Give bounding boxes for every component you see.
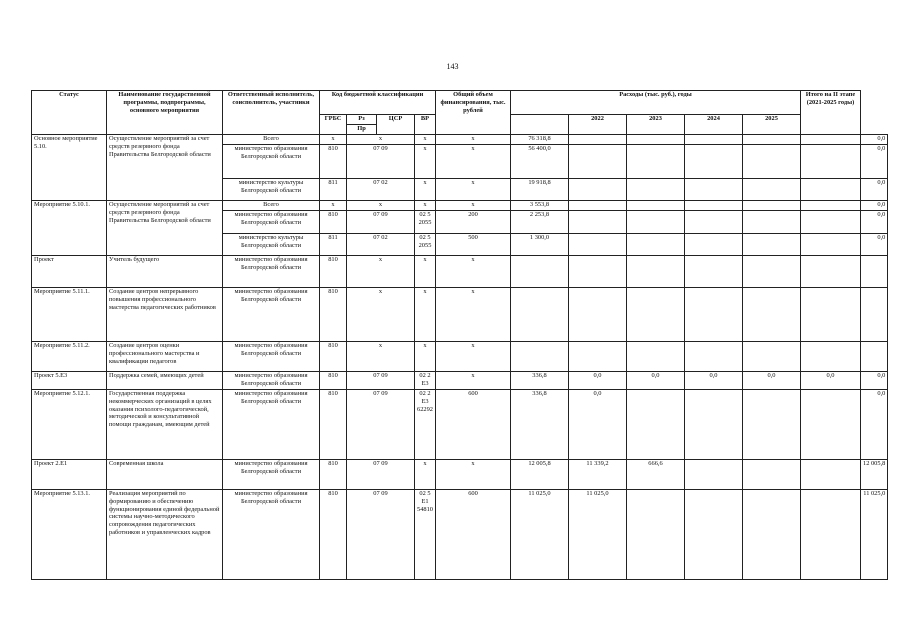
cell-y2024 — [743, 390, 801, 460]
cell-responsible: министерство образования Белгородской области — [223, 342, 320, 372]
cell-vr: 200 — [436, 211, 511, 234]
cell-itogo: 0,0 — [861, 135, 888, 145]
table-row — [32, 460, 888, 490]
cell-csr: 02 2 Е3 — [415, 372, 436, 390]
cell-total: 2 253,8 — [511, 211, 569, 234]
cell-y2022 — [627, 201, 685, 211]
cell-y2022: 666,6 — [627, 460, 685, 490]
cell-total: 336,8 — [511, 390, 569, 460]
header-status: Статус — [32, 91, 107, 135]
header-pr: Пр — [347, 125, 377, 135]
cell-rz: x — [347, 288, 415, 342]
cell-y2021 — [569, 288, 627, 342]
cell-responsible: министерство образования Белгородской области — [223, 211, 320, 234]
cell-y2025 — [801, 490, 861, 580]
cell-responsible: Всего — [223, 135, 320, 145]
header-grbs: ГРБС — [320, 115, 347, 135]
cell-status: Проект 5.Е3 — [32, 372, 107, 390]
header-total-volume: Общий объем финансирования, тыс. рублей — [436, 91, 511, 135]
header-rz: Рз — [347, 115, 377, 125]
cell-grbs: 810 — [320, 372, 347, 390]
cell-rz: x — [347, 135, 415, 145]
cell-total — [511, 256, 569, 288]
cell-grbs: 811 — [320, 179, 347, 201]
cell-responsible: Всего — [223, 201, 320, 211]
cell-y2024 — [743, 490, 801, 580]
cell-responsible: министерство образования Белгородской области — [223, 390, 320, 460]
cell-vr: x — [436, 179, 511, 201]
header-responsible: Ответственный исполнитель, соисполнитель, участники — [223, 91, 320, 135]
header-csr: ЦСР — [377, 115, 415, 135]
cell-itogo — [861, 288, 888, 342]
cell-itogo: 0,0 — [861, 372, 888, 390]
cell-responsible: министерство культуры Белгородской области — [223, 179, 320, 201]
cell-vr: x — [436, 145, 511, 179]
table-row — [32, 135, 888, 145]
cell-y2024 — [743, 234, 801, 256]
cell-y2023 — [685, 135, 743, 145]
cell-y2023 — [685, 342, 743, 372]
cell-rz: 07 09 — [347, 211, 415, 234]
cell-csr: 02 5 Е1 54810 — [415, 490, 436, 580]
cell-vr: x — [436, 201, 511, 211]
cell-grbs: 810 — [320, 211, 347, 234]
cell-y2022 — [627, 179, 685, 201]
cell-rz: x — [347, 201, 415, 211]
cell-y2025 — [801, 211, 861, 234]
cell-csr: 02 2 Е3 62292 — [415, 390, 436, 460]
cell-y2023 — [685, 460, 743, 490]
table-row — [32, 390, 888, 460]
cell-csr: 02 5 2055 — [415, 234, 436, 256]
cell-y2025 — [801, 179, 861, 201]
cell-total: 76 318,8 — [511, 135, 569, 145]
cell-csr: x — [415, 135, 436, 145]
cell-y2025 — [801, 256, 861, 288]
cell-total: 1 300,0 — [511, 234, 569, 256]
cell-total: 19 918,8 — [511, 179, 569, 201]
cell-y2021 — [569, 234, 627, 256]
cell-y2021: 0,0 — [569, 372, 627, 390]
cell-vr: x — [436, 288, 511, 342]
header-stage-total: Итого на II этапе (2021-2025 годы) — [801, 91, 861, 135]
cell-status: Мероприятие 5.12.1. — [32, 390, 107, 460]
cell-y2025 — [801, 234, 861, 256]
cell-y2023 — [685, 179, 743, 201]
cell-vr: x — [436, 342, 511, 372]
cell-y2023 — [685, 256, 743, 288]
cell-vr: 500 — [436, 234, 511, 256]
cell-y2021: 11 025,0 — [569, 490, 627, 580]
cell-vr: 600 — [436, 490, 511, 580]
cell-vr: x — [436, 135, 511, 145]
cell-rz: 07 09 — [347, 145, 415, 179]
cell-vr: 600 — [436, 390, 511, 460]
table-row — [32, 490, 888, 580]
cell-itogo: 12 005,8 — [861, 460, 888, 490]
cell-name: Создание центров непрерывного повышения профессионального мастерства педагогических работников — [107, 288, 223, 342]
cell-itogo: 11 025,0 — [861, 490, 888, 580]
cell-vr: x — [436, 460, 511, 490]
page-number: 143 — [446, 62, 459, 71]
cell-responsible: министерство образования Белгородской области — [223, 490, 320, 580]
cell-itogo: 0,0 — [861, 211, 888, 234]
cell-grbs: 810 — [320, 460, 347, 490]
cell-grbs: 810 — [320, 256, 347, 288]
cell-itogo: 0,0 — [861, 390, 888, 460]
table-row — [32, 372, 888, 390]
cell-itogo: 0,0 — [861, 145, 888, 179]
cell-rz: 07 09 — [347, 372, 415, 390]
cell-y2022 — [627, 211, 685, 234]
cell-responsible: министерство образования Белгородской области — [223, 145, 320, 179]
cell-y2024 — [743, 460, 801, 490]
cell-y2024 — [743, 288, 801, 342]
cell-y2025 — [801, 460, 861, 490]
cell-y2024 — [743, 256, 801, 288]
cell-y2022 — [627, 390, 685, 460]
table-row — [32, 256, 888, 288]
cell-y2021: 0,0 — [569, 390, 627, 460]
cell-y2024 — [743, 201, 801, 211]
header-year-2023: 2023 — [627, 115, 685, 135]
cell-responsible: министерство образования Белгородской области — [223, 372, 320, 390]
cell-y2024 — [743, 145, 801, 179]
cell-total: 3 553,8 — [511, 201, 569, 211]
cell-itogo — [861, 342, 888, 372]
budget-table — [31, 90, 888, 580]
cell-y2022 — [627, 256, 685, 288]
cell-y2025 — [801, 390, 861, 460]
cell-y2023 — [685, 288, 743, 342]
cell-total — [511, 342, 569, 372]
cell-y2022 — [627, 490, 685, 580]
cell-total — [511, 288, 569, 342]
cell-y2024 — [743, 211, 801, 234]
cell-y2025 — [801, 342, 861, 372]
cell-responsible: министерство культуры Белгородской области — [223, 234, 320, 256]
cell-status: Мероприятие 5.11.2. — [32, 342, 107, 372]
cell-y2023 — [685, 201, 743, 211]
cell-rz: 07 09 — [347, 460, 415, 490]
table-row — [32, 288, 888, 342]
header-vr: ВР — [415, 115, 436, 135]
cell-rz: x — [347, 342, 415, 372]
cell-y2021 — [569, 342, 627, 372]
cell-total: 336,8 — [511, 372, 569, 390]
cell-y2022 — [627, 342, 685, 372]
cell-name: Реализация мероприятий по формированию и обеспечению функционирования единой федеральной системы научно-методического сопровождения педагогических работников и управленческих кадров — [107, 490, 223, 580]
cell-vr: x — [436, 256, 511, 288]
cell-csr: x — [415, 288, 436, 342]
header-year-blank — [511, 115, 569, 135]
cell-grbs: 810 — [320, 390, 347, 460]
cell-y2023 — [685, 390, 743, 460]
cell-y2021 — [569, 201, 627, 211]
cell-grbs: 810 — [320, 342, 347, 372]
cell-status: Основное мероприятие 5.10. — [32, 135, 107, 201]
cell-itogo: 0,0 — [861, 179, 888, 201]
cell-itogo: 0,0 — [861, 201, 888, 211]
table-body — [32, 135, 888, 580]
cell-y2021 — [569, 179, 627, 201]
cell-y2021 — [569, 135, 627, 145]
cell-y2025 — [801, 145, 861, 179]
cell-y2022 — [627, 288, 685, 342]
cell-csr: x — [415, 145, 436, 179]
cell-status: Проект 2.Е1 — [32, 460, 107, 490]
cell-csr: x — [415, 342, 436, 372]
cell-y2022 — [627, 234, 685, 256]
cell-y2022 — [627, 135, 685, 145]
cell-rz: x — [347, 256, 415, 288]
cell-status: Мероприятие 5.10.1. — [32, 201, 107, 256]
header-year-2025: 2025 — [743, 115, 801, 135]
cell-name: Государственная поддержка некоммерческих организаций в целях оказания психолого-педагогической, методической и консультативной помощи гражданам, имеющим детей — [107, 390, 223, 460]
header-year-2022: 2022 — [569, 115, 627, 135]
cell-y2021 — [569, 211, 627, 234]
cell-name: Осуществление мероприятий за счет средств резервного фонда Правительства Белгородской области — [107, 135, 223, 201]
cell-csr: x — [415, 256, 436, 288]
cell-y2024 — [743, 135, 801, 145]
cell-total: 56 400,0 — [511, 145, 569, 179]
cell-y2021 — [569, 256, 627, 288]
cell-name: Осуществление мероприятий за счет средств резервного фонда Правительства Белгородской области — [107, 201, 223, 256]
header-name: Наименование государственной программы, подпрограммы, основного мероприятия — [107, 91, 223, 135]
cell-responsible: министерство образования Белгородской области — [223, 256, 320, 288]
cell-y2021: 11 339,2 — [569, 460, 627, 490]
header-expenses: Расходы (тыс. руб.), годы — [511, 91, 801, 115]
cell-rz: 07 02 — [347, 234, 415, 256]
cell-csr: x — [415, 179, 436, 201]
cell-y2023 — [685, 490, 743, 580]
cell-name: Создание центров оценки профессионального мастерства и квалификации педагогов — [107, 342, 223, 372]
cell-rz: 07 09 — [347, 490, 415, 580]
cell-y2023 — [685, 211, 743, 234]
cell-y2024 — [743, 179, 801, 201]
cell-status: Проект — [32, 256, 107, 288]
cell-status: Мероприятие 5.11.1. — [32, 288, 107, 342]
cell-y2022 — [627, 145, 685, 179]
cell-rz: 07 09 — [347, 390, 415, 460]
cell-total: 11 025,0 — [511, 490, 569, 580]
cell-vr: x — [436, 372, 511, 390]
cell-total: 12 005,8 — [511, 460, 569, 490]
cell-y2025: 0,0 — [801, 372, 861, 390]
header-year-2024: 2024 — [685, 115, 743, 135]
cell-rz: 07 02 — [347, 179, 415, 201]
cell-y2024: 0,0 — [743, 372, 801, 390]
cell-y2024 — [743, 342, 801, 372]
cell-responsible: министерство образования Белгородской области — [223, 460, 320, 490]
cell-csr: x — [415, 460, 436, 490]
cell-grbs: 811 — [320, 234, 347, 256]
cell-name: Поддержка семей, имеющих детей — [107, 372, 223, 390]
cell-grbs: x — [320, 135, 347, 145]
cell-grbs: 810 — [320, 145, 347, 179]
cell-grbs: x — [320, 201, 347, 211]
cell-y2025 — [801, 201, 861, 211]
cell-name: Учитель будущего — [107, 256, 223, 288]
cell-y2023 — [685, 145, 743, 179]
cell-itogo — [861, 256, 888, 288]
cell-y2023: 0,0 — [685, 372, 743, 390]
cell-csr: 02 5 2055 — [415, 211, 436, 234]
cell-y2023 — [685, 234, 743, 256]
cell-name: Современная школа — [107, 460, 223, 490]
cell-csr: x — [415, 201, 436, 211]
cell-y2025 — [801, 288, 861, 342]
cell-responsible: министерство образования Белгородской области — [223, 288, 320, 342]
header-budget-code: Код бюджетной классификации — [320, 91, 436, 115]
cell-y2022: 0,0 — [627, 372, 685, 390]
cell-y2025 — [801, 135, 861, 145]
cell-y2021 — [569, 145, 627, 179]
cell-grbs: 810 — [320, 490, 347, 580]
cell-grbs: 810 — [320, 288, 347, 342]
table-row — [32, 201, 888, 211]
cell-status: Мероприятие 5.13.1. — [32, 490, 107, 580]
table-row — [32, 342, 888, 372]
cell-itogo: 0,0 — [861, 234, 888, 256]
